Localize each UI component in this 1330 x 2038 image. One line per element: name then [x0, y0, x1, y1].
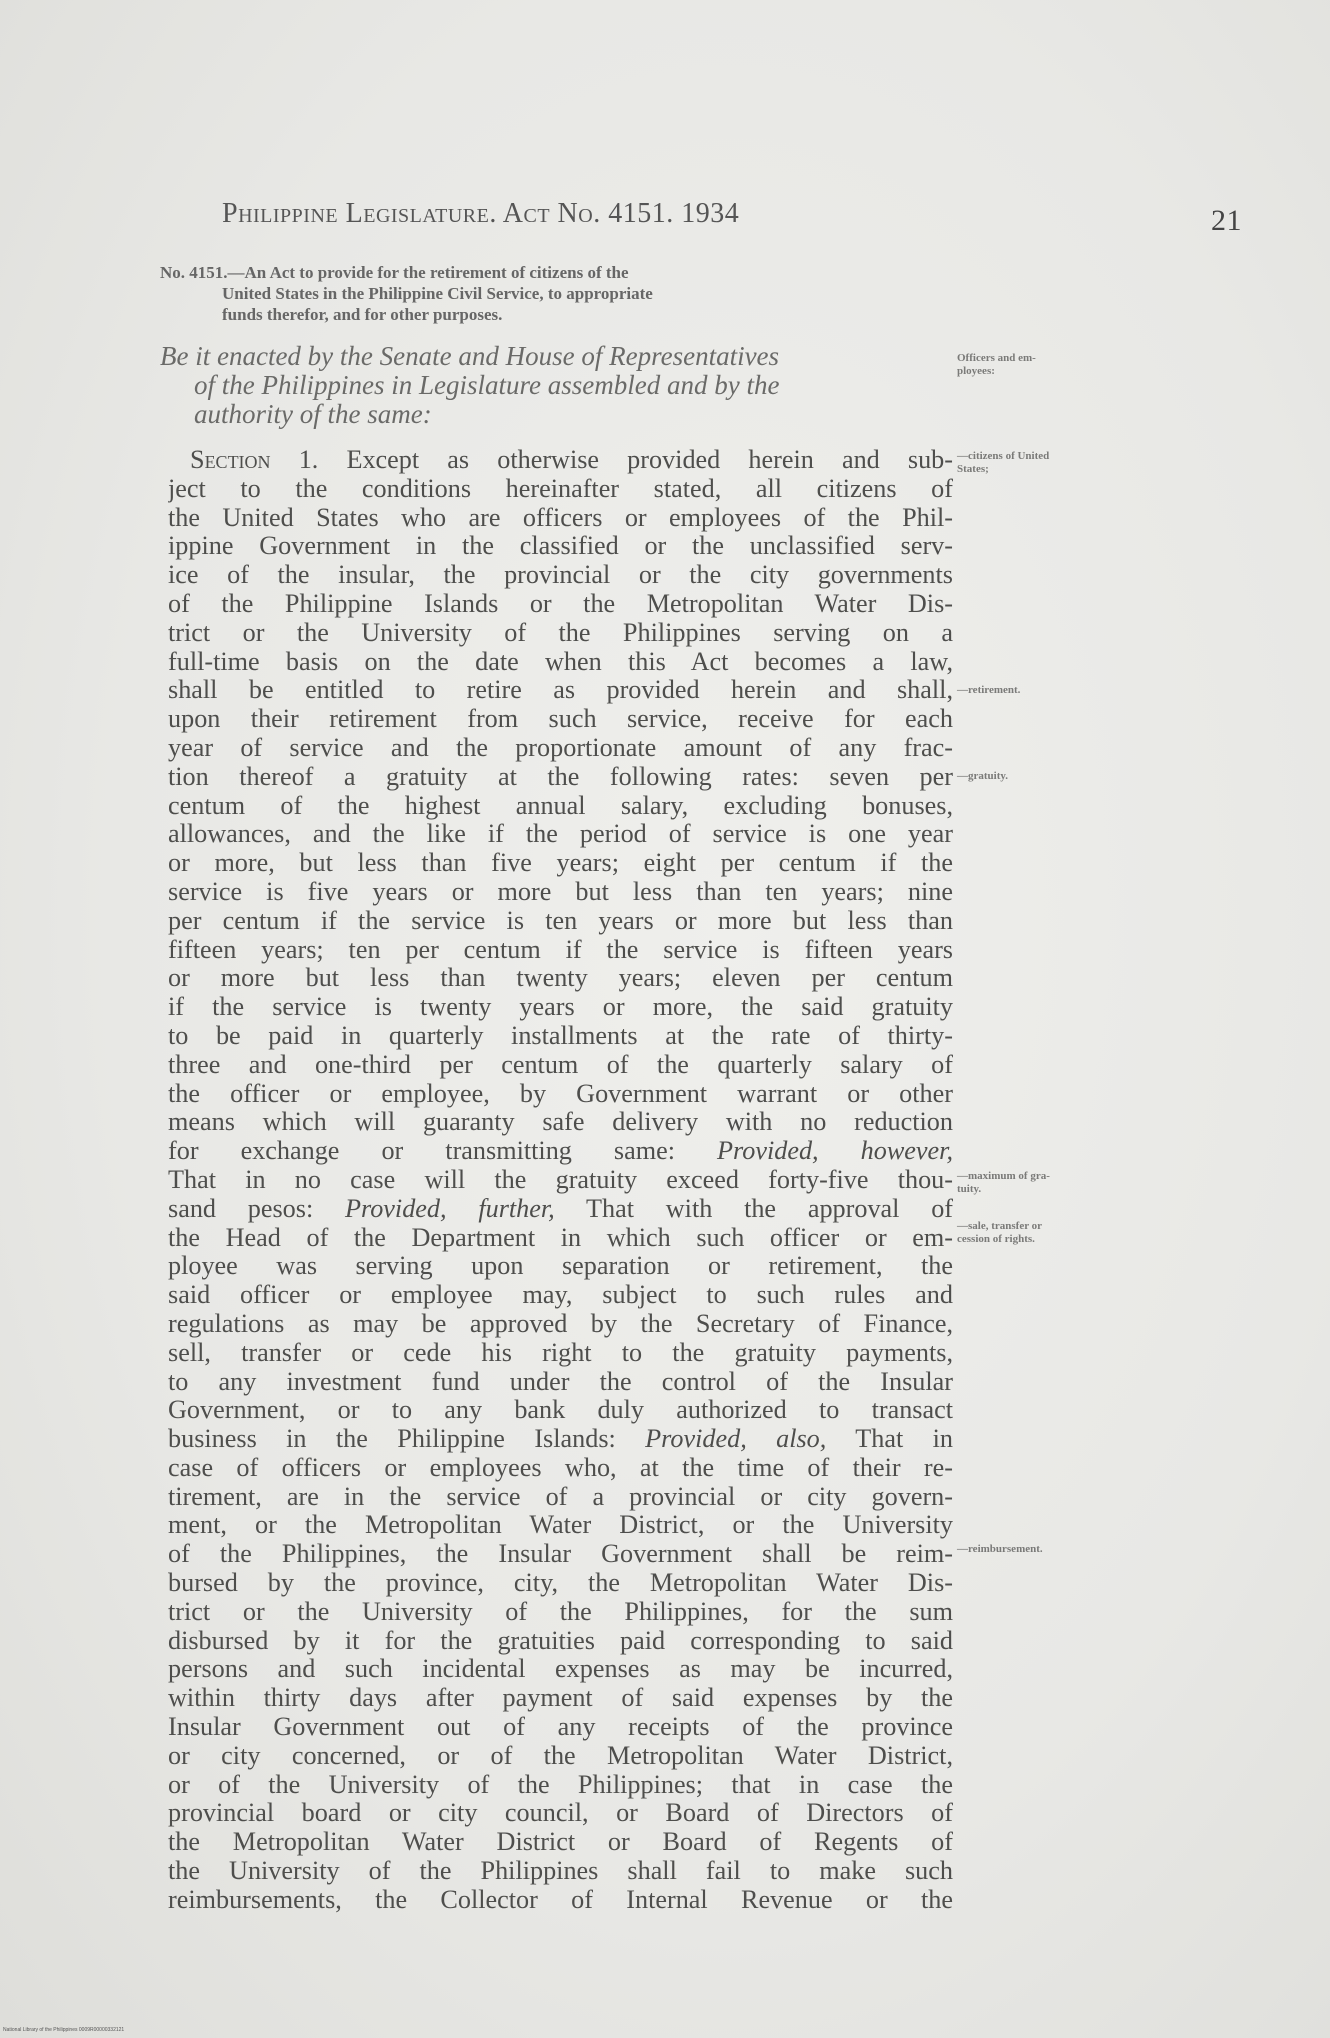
body-line: provincial board or city council, or Board of Directors of — [168, 1799, 953, 1828]
body-line: said officer or employee may, subject to such rules and — [168, 1281, 953, 1310]
body-line: the United States who are officers or employees of the Phil- — [168, 503, 953, 532]
body-line: or more, but less than five years; eight per centum if the — [168, 849, 953, 878]
body-line: or more but less than twenty years; eleven per centum — [168, 964, 953, 993]
margin-note-reimbursement: —reimbursement. — [957, 1543, 1043, 1555]
body-line: means which will guaranty safe delivery with no reduction — [168, 1108, 953, 1137]
body-line: per centum if the service is ten years or more but less than — [168, 906, 953, 935]
act-title-line: funds therefor, and for other purposes. — [222, 305, 503, 324]
body-line: within thirty days after payment of said expenses by the — [168, 1684, 953, 1713]
body-line: business in the Philippine Islands: Provided, also, That in — [168, 1425, 953, 1454]
page-header — [222, 198, 1242, 238]
body-line: ice of the insular, the provincial or the city governments — [168, 561, 953, 590]
section-1-text — [168, 446, 953, 1915]
body-line: fifteen years; ten per centum if the service is fifteen years — [168, 935, 953, 964]
body-line: if the service is twenty years or more, the said gratuity — [168, 993, 953, 1022]
body-line: regulations as may be approved by the Secretary of Finance, — [168, 1309, 953, 1338]
body-line: full-time basis on the date when this Act becomes a law, — [168, 647, 953, 676]
body-line: trict or the University of the Philippines, for the sum — [168, 1597, 953, 1626]
act-title — [160, 262, 950, 325]
body-line: the officer or employee, by Government warrant or other — [168, 1079, 953, 1108]
body-line: to any investment fund under the control of the Insular — [168, 1367, 953, 1396]
body-line: centum of the highest annual salary, excluding bonuses, — [168, 791, 953, 820]
body-line: service is five years or more but less than ten years; nine — [168, 877, 953, 906]
body-line: the Metropolitan Water District or Board of Regents of — [168, 1828, 953, 1857]
body-line: or of the University of the Philippines; that in case the — [168, 1770, 953, 1799]
body-line: three and one-third per centum of the quarterly salary of — [168, 1050, 953, 1079]
act-title-line: United States in the Philippine Civil Service, to appropriate — [222, 284, 653, 303]
body-line: the University of the Philippines shall fail to make such — [168, 1857, 953, 1886]
enacting-clause — [160, 342, 950, 429]
body-line: ment, or the Metropolitan Water District, or the University — [168, 1511, 953, 1540]
body-line: for exchange or transmitting same: Provided, however, — [168, 1137, 953, 1166]
body-line: year of service and the proportionate amount of any frac- — [168, 733, 953, 762]
body-line: trict or the University of the Philippines serving on a — [168, 618, 953, 647]
body-line: ippine Government in the classified or the unclassified serv- — [168, 532, 953, 561]
margin-note-officers: Officers and em- ployees: — [957, 352, 1036, 377]
margin-note-gratuity: —gratuity. — [957, 770, 1009, 782]
act-title-line: No. 4151.—An Act to provide for the retirement of citizens of the — [160, 263, 629, 282]
page-number: 21 — [1211, 204, 1242, 237]
body-line: ject to the conditions hereinafter stated, all citizens of — [168, 474, 953, 503]
running-title: Philippine Legislature. Act No. 4151. 1934 — [222, 198, 740, 229]
body-line: ployee was serving upon separation or retirement, the — [168, 1252, 953, 1281]
body-line: upon their retirement from such service, receive for each — [168, 705, 953, 734]
body-line: persons and such incidental expenses as may be incurred, — [168, 1655, 953, 1684]
body-line: disbursed by it for the gratuities paid corresponding to said — [168, 1626, 953, 1655]
body-line: reimbursements, the Collector of Internal Revenue or the — [168, 1885, 953, 1914]
body-line: tirement, are in the service of a provincial or city govern- — [168, 1482, 953, 1511]
footer-credit: National Library of the Philippines 0009R00000332121 — [3, 2027, 125, 2033]
body-line: of the Philippine Islands or the Metropolitan Water Dis- — [168, 589, 953, 618]
body-line: allowances, and the like if the period of service is one year — [168, 820, 953, 849]
body-line: sell, transfer or cede his right to the gratuity payments, — [168, 1338, 953, 1367]
enacting-clause-line: authority of the same: — [194, 399, 432, 429]
body-line: That in no case will the gratuity exceed forty-five thou- — [168, 1165, 953, 1194]
body-line: Government, or to any bank duly authorized to transact — [168, 1396, 953, 1425]
body-line: case of officers or employees who, at the time of their re- — [168, 1453, 953, 1482]
body-line: to be paid in quarterly installments at the rate of thirty- — [168, 1021, 953, 1050]
margin-note-retirement: —retirement. — [957, 684, 1021, 696]
margin-note-citizens: —citizens of United States; — [957, 450, 1050, 475]
body-line: bursed by the province, city, the Metropolitan Water Dis- — [168, 1569, 953, 1598]
enacting-clause-line: of the Philippines in Legislature assembled and by the — [194, 370, 780, 400]
body-line: Insular Government out of any receipts of the province — [168, 1713, 953, 1742]
margin-note-sale: —sale, transfer or cession of rights. — [957, 1220, 1043, 1245]
body-line: shall be entitled to retire as provided herein and shall, — [168, 676, 953, 705]
enacting-clause-line: Be it enacted by the Senate and House of Representatives — [160, 341, 780, 371]
body-line: Section 1. Except as otherwise provided herein and sub- — [190, 446, 953, 474]
body-line: sand pesos: Provided, further, That with the approval of — [168, 1194, 953, 1223]
body-line: the Head of the Department in which such officer or em- — [168, 1223, 953, 1252]
body-line: tion thereof a gratuity at the following rates: seven per — [168, 762, 953, 791]
body-line: or city concerned, or of the Metropolitan Water District, — [168, 1741, 953, 1770]
margin-note-maximum: —maximum of gra- tuity. — [957, 1170, 1050, 1195]
body-line: of the Philippines, the Insular Government shall be reim- — [168, 1540, 953, 1569]
